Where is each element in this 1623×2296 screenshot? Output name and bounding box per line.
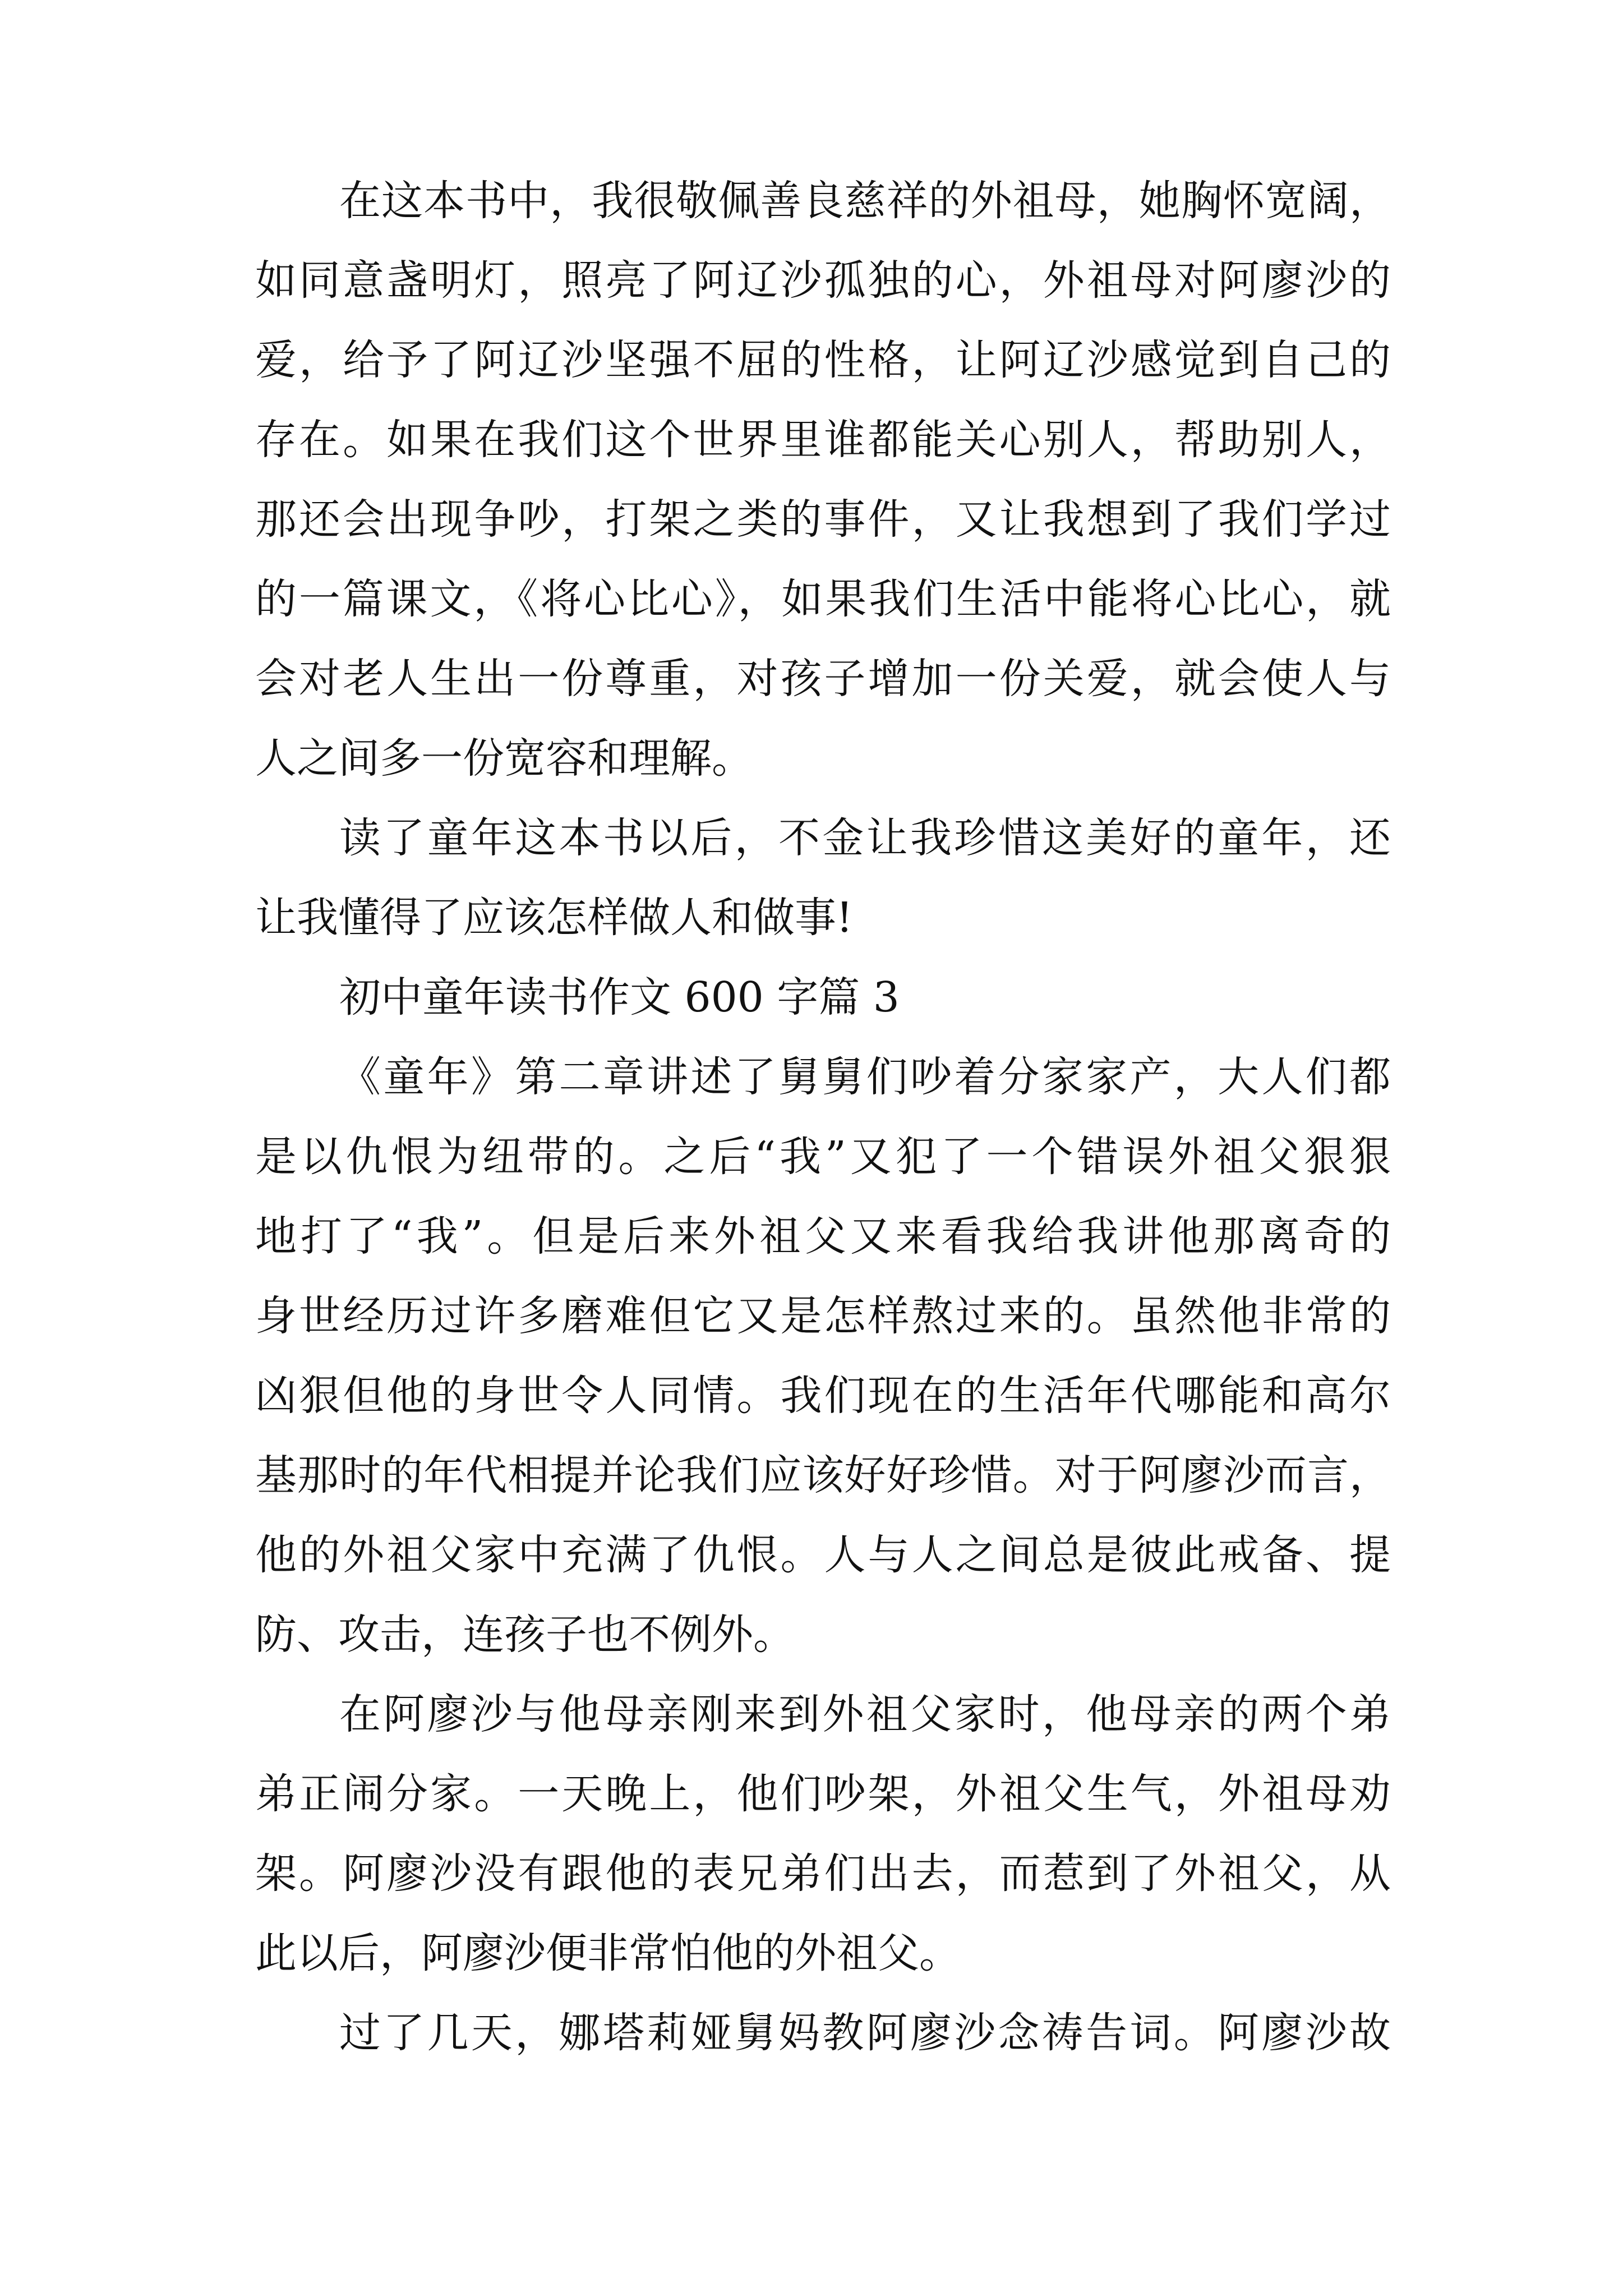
- line-text: 那还会出现争吵，打架之类的事件，又让我想到了我们学过: [255, 495, 1391, 544]
- paragraph-3-line-6: [0, 1433, 1623, 1517]
- paragraph-4-line-3: [0, 1832, 1623, 1916]
- paragraph-1-line-3: [0, 318, 1623, 402]
- line-text: 防、攻击，连孩子也不例外。: [255, 1611, 795, 1659]
- line-text: 读了童年这本书以后，不金让我珍惜这美好的童年，还: [339, 814, 1391, 862]
- line-text: 人之间多一份宽容和理解。: [255, 734, 753, 783]
- paragraph-3-line-5: [0, 1354, 1623, 1438]
- paragraph-1-line-6: [0, 557, 1623, 641]
- line-text: 地打了“我”。但是后来外祖父又来看我给我讲他那离奇的: [255, 1212, 1391, 1260]
- line-text: 弟正闹分家。一天晚上，他们吵架，外祖父生气，外祖母劝: [255, 1770, 1391, 1818]
- line-text: 让我懂得了应该怎样做人和做事!: [255, 894, 853, 942]
- paragraph-4-line-1: [0, 1672, 1623, 1756]
- line-text: 此以后，阿廖沙便非常怕他的外祖父。: [255, 1929, 961, 1977]
- paragraph-1-line-1: [0, 159, 1623, 243]
- paragraph-4-line-2: [0, 1752, 1623, 1836]
- line-text: 凶狠但他的身世令人同情。我们现在的生活年代哪能和高尔: [255, 1372, 1391, 1420]
- line-text: 会对老人生出一份尊重，对孩子增加一份关爱，就会使人与: [255, 655, 1391, 703]
- paragraph-2-line-2: [0, 876, 1623, 960]
- paragraph-1-line-2: [0, 238, 1623, 323]
- line-text: 的一篇课文，《将心比心》，如果我们生活中能将心比心，就: [255, 575, 1391, 623]
- paragraph-4-line-4: [0, 1911, 1623, 1995]
- section-heading: [0, 955, 1623, 1039]
- line-text: 爱，给予了阿辽沙坚强不屈的性格，让阿辽沙感觉到自己的: [255, 336, 1391, 384]
- paragraph-3-line-2: [0, 1115, 1623, 1199]
- line-text: 是以仇恨为纽带的。之后“我”又犯了一个错误外祖父狠狠: [255, 1133, 1391, 1181]
- line-text: 《童年》第二章讲述了舅舅们吵着分家家产，大人们都: [339, 1053, 1391, 1101]
- paragraph-3-line-1: [0, 1035, 1623, 1119]
- paragraph-3-line-7: [0, 1513, 1623, 1597]
- paragraph-1-line-4: [0, 398, 1623, 482]
- paragraph-2-line-1: [0, 796, 1623, 880]
- paragraph-3-line-4: [0, 1274, 1623, 1358]
- line-text: 存在。如果在我们这个世界里谁都能关心别人，帮助别人，: [255, 416, 1391, 464]
- line-text: 架。阿廖沙没有跟他的表兄弟们出去，而惹到了外祖父，从: [255, 1849, 1391, 1898]
- line-text: 基那时的年代相提并论我们应该好好珍惜。对于阿廖沙而言，: [255, 1451, 1391, 1499]
- paragraph-3-line-3: [0, 1194, 1623, 1278]
- line-text: 如同意盏明灯，照亮了阿辽沙孤独的心，外祖母对阿廖沙的: [255, 256, 1391, 305]
- paragraph-3-line-8: [0, 1593, 1623, 1677]
- line-text: 在阿廖沙与他母亲刚来到外祖父家时，他母亲的两个弟: [339, 1690, 1391, 1738]
- line-text: 他的外祖父家中充满了仇恨。人与人之间总是彼此戒备、提: [255, 1531, 1391, 1579]
- paragraph-5-line-1: [0, 1991, 1623, 2075]
- paragraph-1-line-8: [0, 716, 1623, 800]
- line-text: 在这本书中，我很敬佩善良慈祥的外祖母，她胸怀宽阔，: [339, 177, 1391, 225]
- section-heading-text: 初中童年读书作文 600 字篇 3: [339, 973, 900, 1022]
- paragraph-1-line-7: [0, 637, 1623, 721]
- line-text: 身世经历过许多磨难但它又是怎样熬过来的。虽然他非常的: [255, 1292, 1391, 1340]
- paragraph-1-line-5: [0, 477, 1623, 562]
- line-text: 过了几天，娜塔莉娅舅妈教阿廖沙念祷告词。阿廖沙故: [339, 2009, 1391, 2057]
